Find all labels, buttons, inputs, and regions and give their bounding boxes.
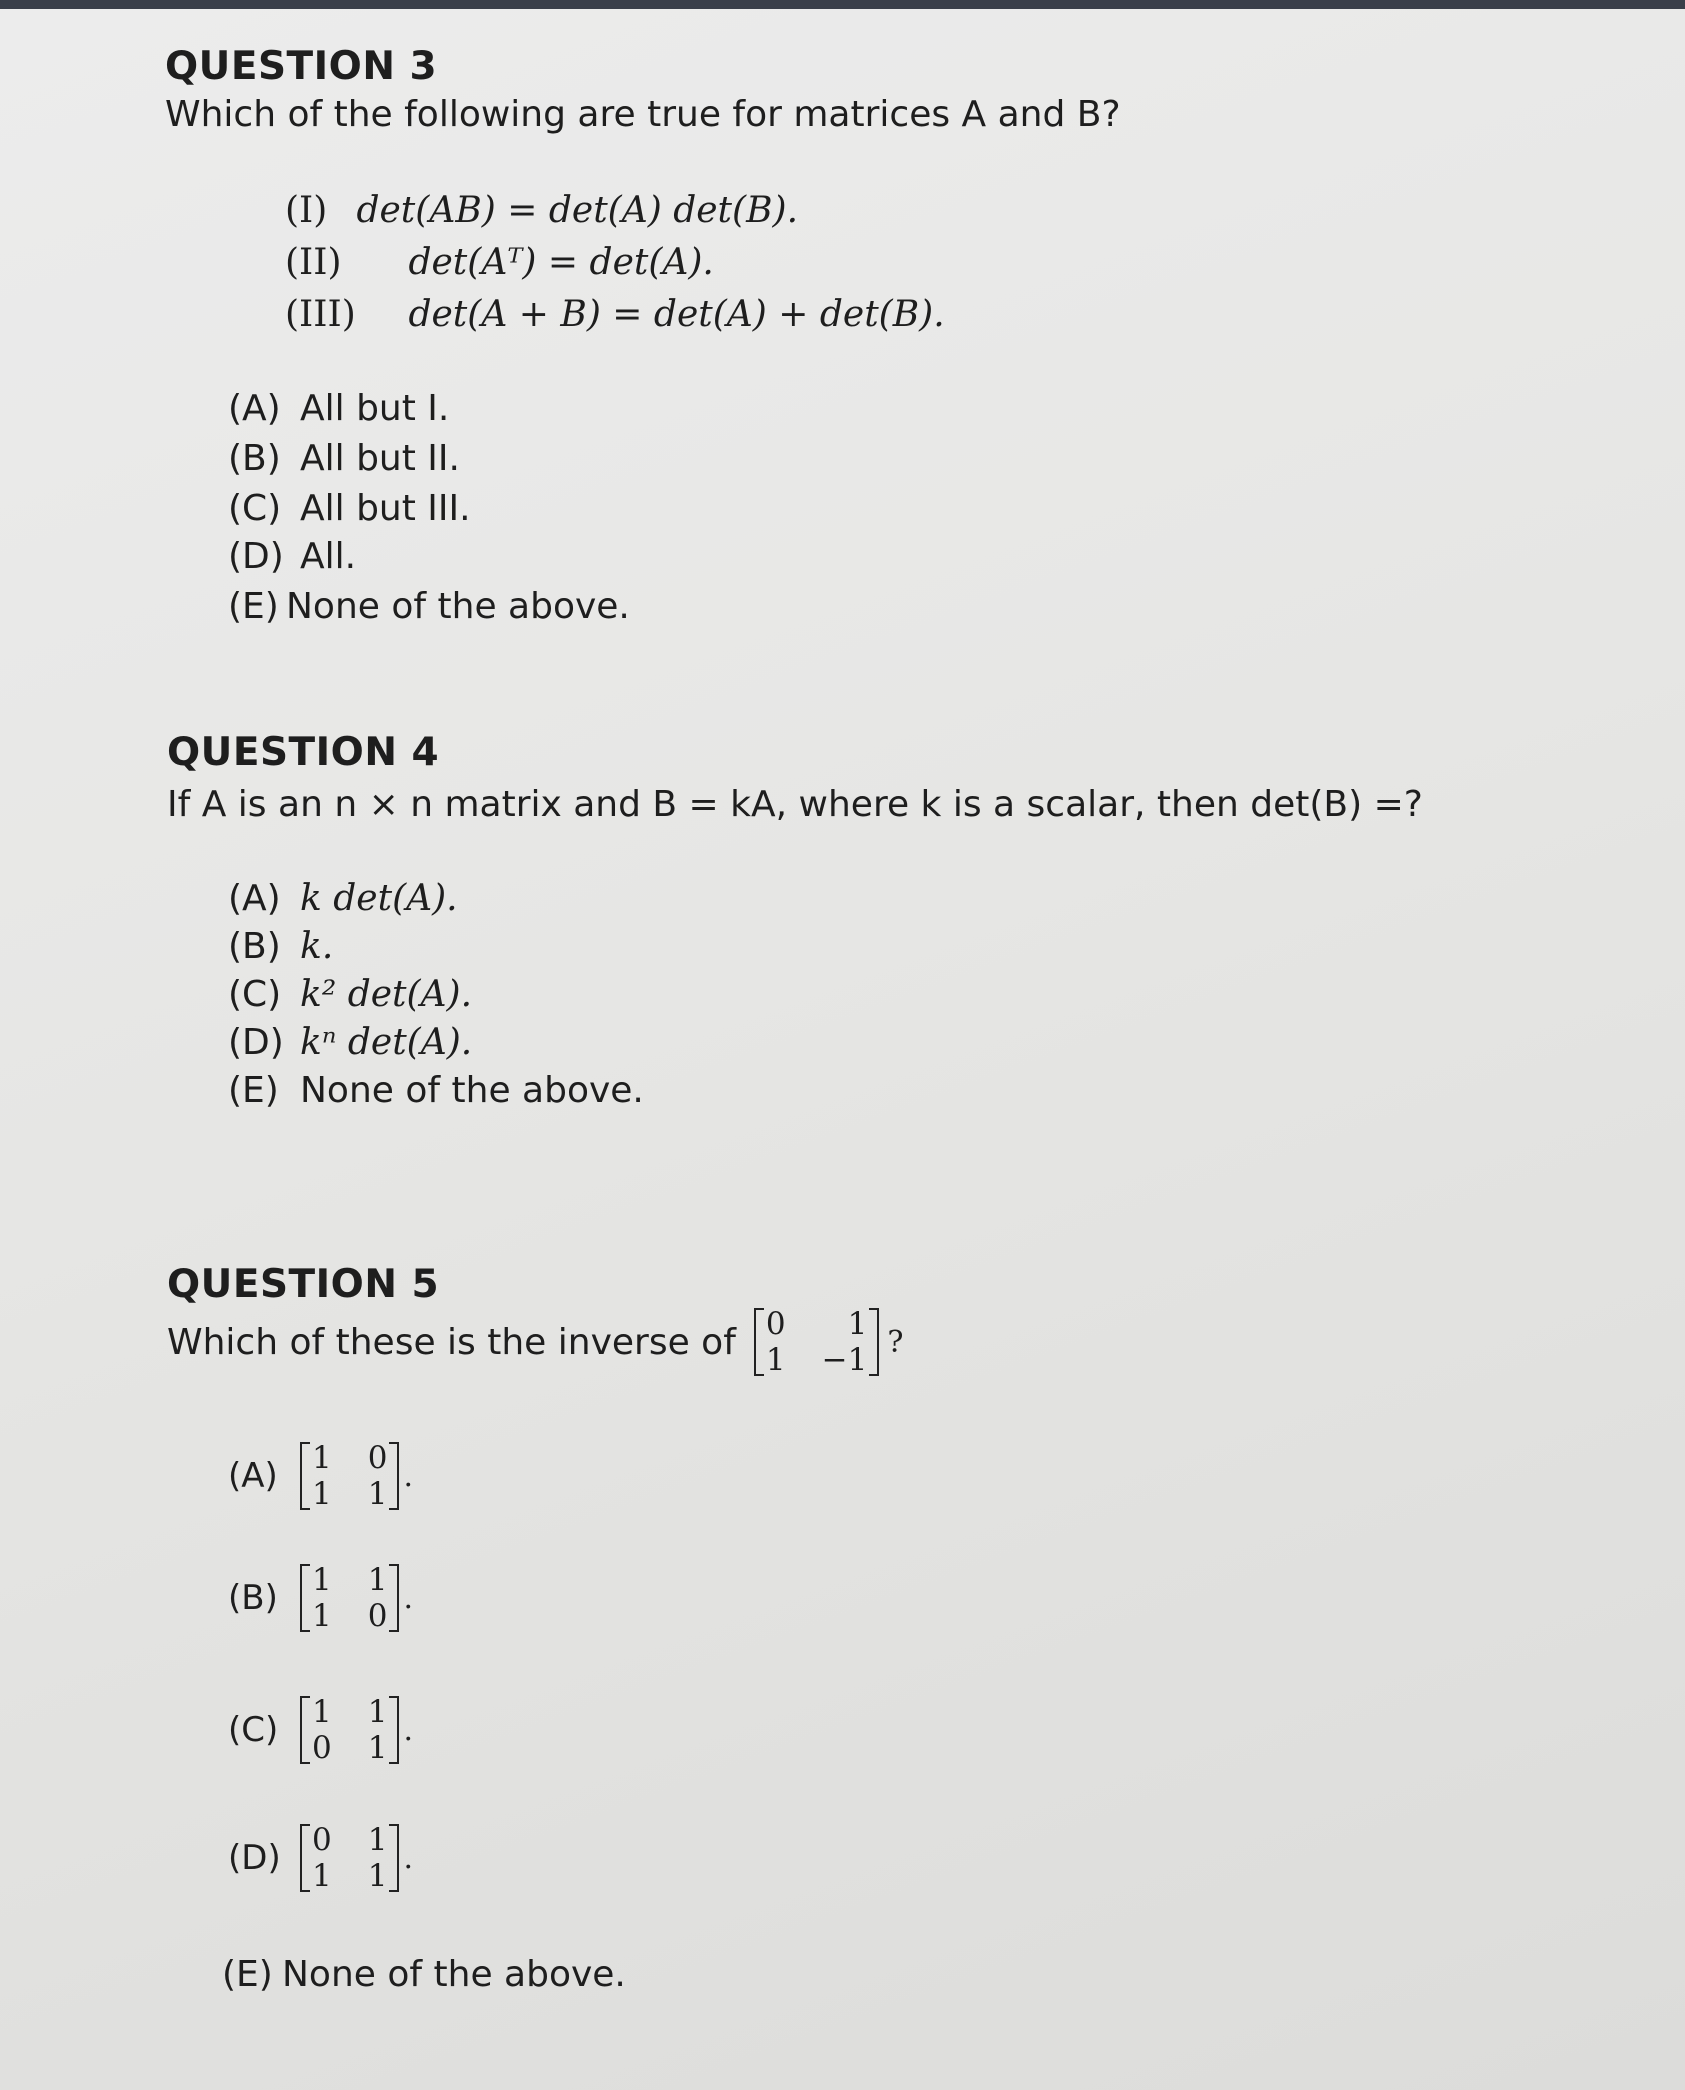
- matrix-cell: 0: [765, 1306, 786, 1342]
- statement-2: [285, 242, 714, 283]
- matrix-cell: 1: [312, 1598, 332, 1634]
- option-matrix: [300, 1562, 399, 1634]
- question-4-title: QUESTION 4: [167, 730, 440, 775]
- option-text: k det(A).: [300, 878, 458, 919]
- q4-option-a[interactable]: [228, 878, 458, 919]
- option-text: k.: [300, 926, 334, 967]
- matrix-cell: 1: [765, 1342, 786, 1378]
- matrix-cell: 1: [312, 1694, 332, 1730]
- q3-option-e[interactable]: [228, 586, 630, 627]
- q4-option-c[interactable]: [228, 974, 472, 1015]
- option-text: None of the above.: [300, 1070, 644, 1111]
- question-3-prompt: Which of the following are true for matrices A and B?: [165, 94, 1121, 135]
- q4-option-b[interactable]: [228, 926, 333, 967]
- option-label: (B): [228, 926, 281, 967]
- matrix-cell: 1: [367, 1730, 388, 1766]
- option-matrix: [300, 1694, 399, 1766]
- q5-option-b[interactable]: [228, 1562, 413, 1634]
- matrix-cell: 1: [367, 1858, 388, 1894]
- matrix-cell: 1: [312, 1476, 332, 1512]
- statement-text: det(Aᵀ) = det(A).: [408, 242, 714, 283]
- question-5-title: QUESTION 5: [167, 1262, 440, 1307]
- option-text: k² det(A).: [300, 974, 473, 1015]
- matrix-cell: 0: [312, 1822, 332, 1858]
- option-label: (A): [228, 388, 281, 429]
- q3-option-b[interactable]: [228, 438, 460, 479]
- q3-option-c[interactable]: [228, 488, 471, 529]
- option-label: (D): [228, 1022, 284, 1063]
- option-label: (E): [222, 1954, 273, 1995]
- question-5-prompt: [167, 1306, 903, 1378]
- q5-option-e[interactable]: [222, 1954, 626, 1995]
- option-label: (C): [228, 974, 282, 1015]
- option-text: All.: [300, 536, 357, 577]
- q3-option-a[interactable]: [228, 388, 449, 429]
- question-3-title: QUESTION 3: [165, 44, 438, 89]
- option-end: .: [403, 1840, 414, 1876]
- option-label: (A): [228, 878, 281, 919]
- matrix-cell: 1: [312, 1440, 332, 1476]
- matrix-cell: 1: [312, 1858, 332, 1894]
- option-label: (A): [228, 1456, 278, 1496]
- prompt-end: ?: [887, 1324, 904, 1360]
- matrix-cell: −1: [821, 1342, 868, 1378]
- question-4-prompt: If A is an n × n matrix and B = kA, where k is a scalar, then det(B) =?: [167, 784, 1423, 825]
- q4-option-d[interactable]: [228, 1022, 472, 1063]
- q5-option-c[interactable]: [228, 1694, 413, 1766]
- option-end: .: [403, 1712, 414, 1748]
- statement-label: (III): [285, 294, 356, 335]
- option-text: All but II.: [300, 438, 460, 479]
- matrix-cell: 1: [367, 1562, 388, 1598]
- statement-text: det(AB) = det(A) det(B).: [356, 190, 799, 231]
- option-label: (D): [228, 1838, 281, 1878]
- statement-label: (II): [285, 242, 342, 283]
- q3-option-d[interactable]: [228, 536, 356, 577]
- matrix-cell: 1: [367, 1476, 388, 1512]
- option-end: .: [403, 1580, 414, 1616]
- prompt-text: Which of these is the inverse of: [167, 1321, 736, 1363]
- option-label: (E): [228, 586, 279, 627]
- option-label: (E): [228, 1070, 279, 1111]
- statement-1: [285, 190, 798, 231]
- option-text: kⁿ det(A).: [300, 1022, 473, 1063]
- q5-option-d[interactable]: [228, 1822, 413, 1894]
- option-label: (C): [228, 488, 282, 529]
- matrix-cell: 0: [312, 1730, 332, 1766]
- option-text: All but III.: [300, 488, 471, 529]
- option-matrix: [300, 1440, 399, 1512]
- statement-label: (I): [285, 190, 328, 231]
- top-bar: [0, 0, 1685, 9]
- matrix-cell: 0: [367, 1440, 388, 1476]
- option-matrix: [300, 1822, 399, 1894]
- matrix-cell: 1: [312, 1562, 332, 1598]
- option-label: (B): [228, 438, 281, 479]
- option-end: .: [403, 1458, 414, 1494]
- matrix-cell: 0: [367, 1598, 388, 1634]
- matrix-cell: 1: [847, 1306, 868, 1342]
- matrix-cell: 1: [367, 1822, 388, 1858]
- q5-option-a[interactable]: [228, 1440, 413, 1512]
- option-label: (C): [228, 1710, 279, 1750]
- matrix-cell: 1: [367, 1694, 388, 1730]
- option-text: None of the above.: [286, 586, 630, 627]
- option-label: (D): [228, 536, 284, 577]
- prompt-matrix: [754, 1306, 879, 1378]
- q4-option-e[interactable]: [228, 1070, 644, 1111]
- statement-text: det(A + B) = det(A) + det(B).: [408, 294, 945, 335]
- option-text: None of the above.: [282, 1954, 626, 1995]
- option-label: (B): [228, 1578, 278, 1618]
- option-text: All but I.: [300, 388, 450, 429]
- statement-3: [285, 294, 945, 335]
